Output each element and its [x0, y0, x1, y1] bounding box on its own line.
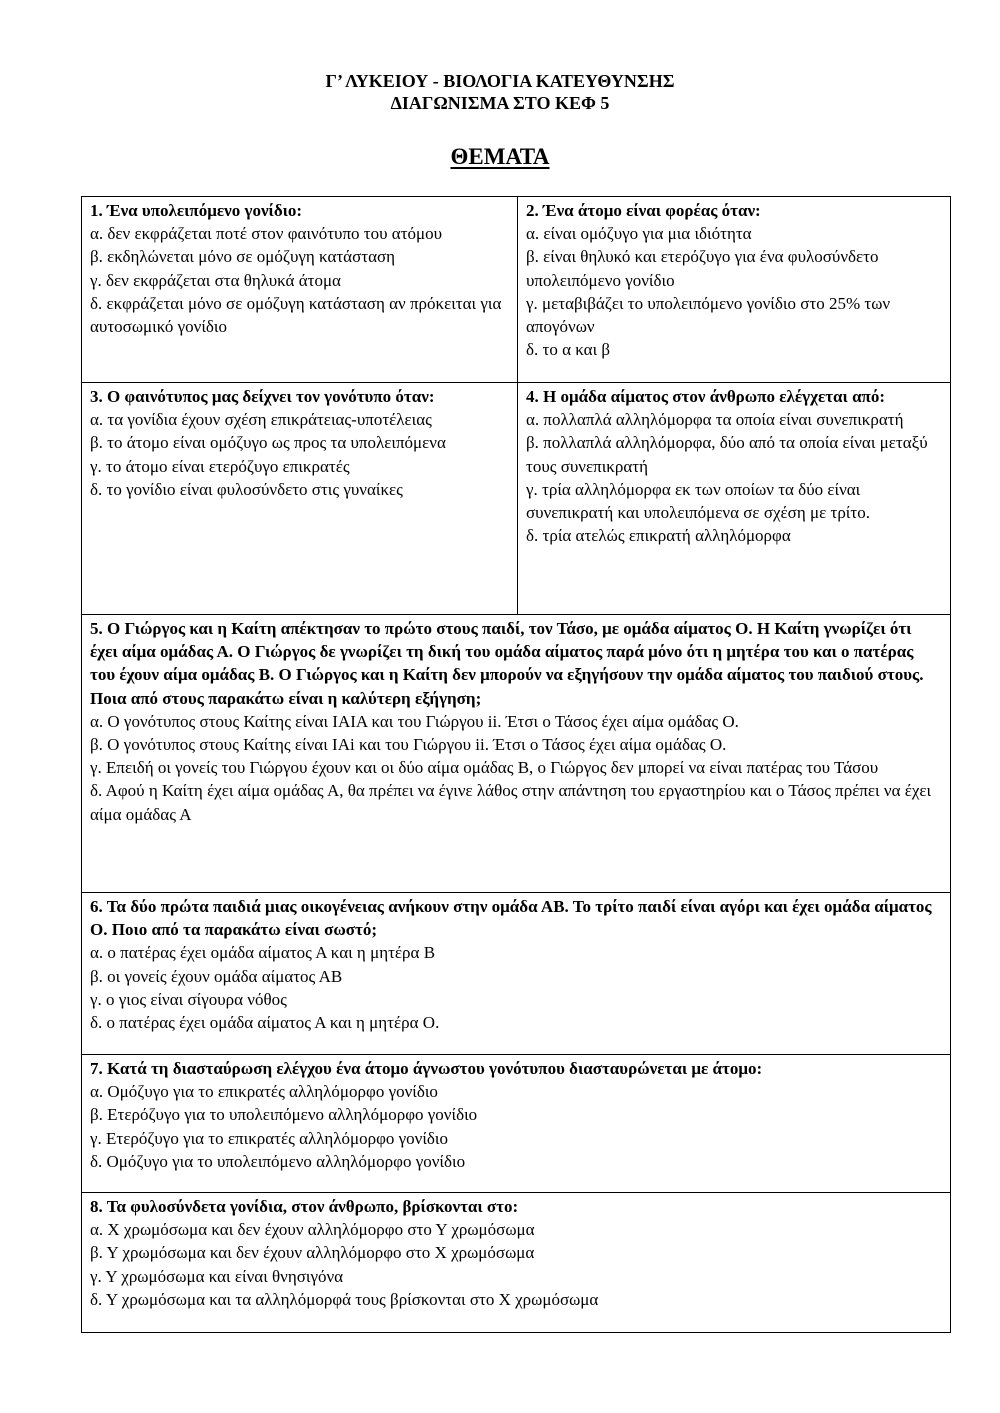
- question-title: 1. Ένα υπολειπόμενο γονίδιο:: [90, 201, 303, 220]
- question-2: [518, 197, 951, 383]
- option: δ. εκφράζεται μόνο σε ομόζυγη κατάσταση αν πρόκειται για αυτοσωμικό γονίδιο: [90, 293, 502, 337]
- option: α. είναι ομόζυγο για μια ιδιότητα: [526, 224, 752, 244]
- option: β. οι γονείς έχουν ομάδα αίματος ΑΒ: [90, 966, 343, 986]
- option: δ. Αφού η Καίτη έχει αίμα ομάδας Α, θα πρέπει να έγινε λάθος στην απάντηση του εργαστηρίου και ο Τάσος πρέπει να έχει αίμα ομάδας Α: [90, 781, 932, 824]
- option: α. Χ χρωμόσωμα και δεν έχουν αλληλόμορφο στο Υ χρωμόσωμα: [90, 1220, 535, 1240]
- option: β. είναι θηλυκό και ετερόζυγο για ένα φυλοσύνδετο υπολειπόμενο γονίδιο: [526, 247, 879, 290]
- option: γ. τρία αλληλόμορφα εκ των οποίων τα δύο είναι συνεπικρατή και υπολειπόμενα σε σχέση με τρίτο.: [526, 479, 870, 523]
- question-title: 8. Τα φυλοσύνδετα γονίδια, στον άνθρωπο, βρίσκονται στο:: [90, 1197, 519, 1216]
- option: β. το άτομο είναι ομόζυγο ως προς τα υπολειπόμενα: [90, 433, 446, 453]
- option: α. Ο γονότυπος στους Καίτης είναι ΙΑΙΑ και του Γιώργου ii. Έτσι ο Τάσος έχει αίμα ομάδας Ο.: [90, 711, 739, 731]
- option: δ. το α και β: [526, 340, 611, 360]
- option: γ. Επειδή οι γονείς του Γιώργου έχουν και οι δύο αίμα ομάδας Β, ο Γιώργος δεν μπορεί να είναι πατέρας του Τάσου: [90, 758, 879, 778]
- question-title: 7. Κατά τη διασταύρωση ελέγχου ένα άτομο άγνωστου γονότυπου διασταυρώνεται με άτομο:: [90, 1059, 763, 1078]
- option: δ. Ομόζυγο για το υπολειπόμενο αλληλόμορφο γονίδιο: [90, 1151, 466, 1171]
- option: δ. το γονίδιο είναι φυλοσύνδετο στις γυναίκες: [90, 479, 403, 499]
- question-6: [82, 893, 951, 1055]
- option: α. Ομόζυγο για το επικρατές αλληλόμορφο γονίδιο: [90, 1082, 438, 1102]
- option: β. Υ χρωμόσωμα και δεν έχουν αλληλόμορφο στο Χ χρωμόσωμα: [90, 1243, 535, 1263]
- option: α. ο πατέρας έχει ομάδα αίματος Α και η μητέρα Β: [90, 943, 436, 963]
- table-row: [82, 893, 951, 1055]
- option: β. πολλαπλά αλληλόμορφα, δύο από τα οποία είναι μεταξύ τους συνεπικρατή: [526, 433, 928, 476]
- table-row: [82, 615, 951, 893]
- question-title: 6. Τα δύο πρώτα παιδιά μιας οικογένειας ανήκουν στην ομάδα ΑΒ. Το τρίτο παιδί είναι αγόρι και έχει ομάδα αίματος Ο. Ποιο από τα παρακάτω είναι σωστό;: [90, 897, 932, 940]
- option: γ. ο γιος είναι σίγουρα νόθος: [90, 989, 287, 1009]
- option: γ. Ετερόζυγο για το επικρατές αλληλόμορφο γονίδιο: [90, 1128, 448, 1148]
- question-1: [82, 197, 518, 383]
- option: β. Ετερόζυγο για το υπολειπόμενο αλληλόμορφο γονίδιο: [90, 1105, 478, 1125]
- question-title: 2. Ένα άτομο είναι φορέας όταν:: [526, 201, 761, 220]
- option: α. πολλαπλά αλληλόμορφα τα οποία είναι συνεπικρατή: [526, 410, 904, 430]
- questions-table: [81, 196, 951, 1333]
- table-row: [82, 1193, 951, 1333]
- question-title: 3. Ο φαινότυπος μας δείχνει τον γονότυπο όταν:: [90, 387, 435, 406]
- question-5: [82, 615, 951, 893]
- option: γ. το άτομο είναι ετερόζυγο επικρατές: [90, 456, 350, 476]
- question-8: [82, 1193, 951, 1333]
- table-row: [82, 383, 951, 615]
- question-title: 4. Η ομάδα αίματος στον άνθρωπο ελέγχεται από:: [526, 387, 886, 406]
- option: α. τα γονίδια έχουν σχέση επικράτειας-υποτέλειας: [90, 410, 432, 430]
- option: γ. μεταβιβάζει το υπολειπόμενο γονίδιο στο 25% των απογόνων: [526, 293, 891, 337]
- option: δ. ο πατέρας έχει ομάδα αίματος Α και η μητέρα Ο.: [90, 1013, 440, 1033]
- question-3: [82, 383, 518, 615]
- option: β. Ο γονότυπος στους Καίτης είναι ΙΑi και του Γιώργου ii. Έτσι ο Τάσος έχει αίμα ομάδας Ο.: [90, 735, 727, 755]
- table-row: [82, 197, 951, 383]
- exam-heading: ΔΙΑΓΩΝΙΣΜΑ ΣΤΟ ΚΕΦ 5: [390, 93, 610, 113]
- option: δ. τρία ατελώς επικρατή αλληλόμορφα: [526, 526, 791, 546]
- option: β. εκδηλώνεται μόνο σε ομόζυγη κατάσταση: [90, 247, 396, 267]
- question-7: [82, 1055, 951, 1193]
- option: γ. δεν εκφράζεται στα θηλυκά άτομα: [90, 270, 341, 290]
- option: δ. Υ χρωμόσωμα και τα αλληλόμορφά τους βρίσκονται στο Χ χρωμόσωμα: [90, 1289, 599, 1309]
- question-title: 5. Ο Γιώργος και η Καίτη απέκτησαν το πρώτο στους παιδί, τον Τάσο, με ομάδα αίματος Ο. Η Καίτη γνωρίζει ότι έχει αίμα ομάδας Α. Ο Γιώργος δε γνωρίζει τη δική του ομάδα αίματος παρά μόνο ότι η μητέρα του και ο πατέρας του έχουν αίμα ομάδας Β. Ο Γιώργος και η Καίτη δεν μπορούν να εξηγήσουν την ομάδα αίματος του παιδιού στους. Ποια από στους παρακάτω είναι η καλύτερη εξήγηση;: [90, 619, 924, 708]
- question-4: [518, 383, 951, 615]
- page-title: ΘΕΜΑΤΑ: [450, 144, 550, 169]
- option: α. δεν εκφράζεται ποτέ στον φαινότυπο του ατόμου: [90, 224, 443, 244]
- course-heading: Γ’ ΛΥΚΕΙΟΥ - ΒΙΟΛΟΓΙΑ ΚΑΤΕΥΘΥΝΣΗΣ: [325, 71, 675, 91]
- option: γ. Υ χρωμόσωμα και είναι θνησιγόνα: [90, 1266, 344, 1286]
- table-row: [82, 1055, 951, 1193]
